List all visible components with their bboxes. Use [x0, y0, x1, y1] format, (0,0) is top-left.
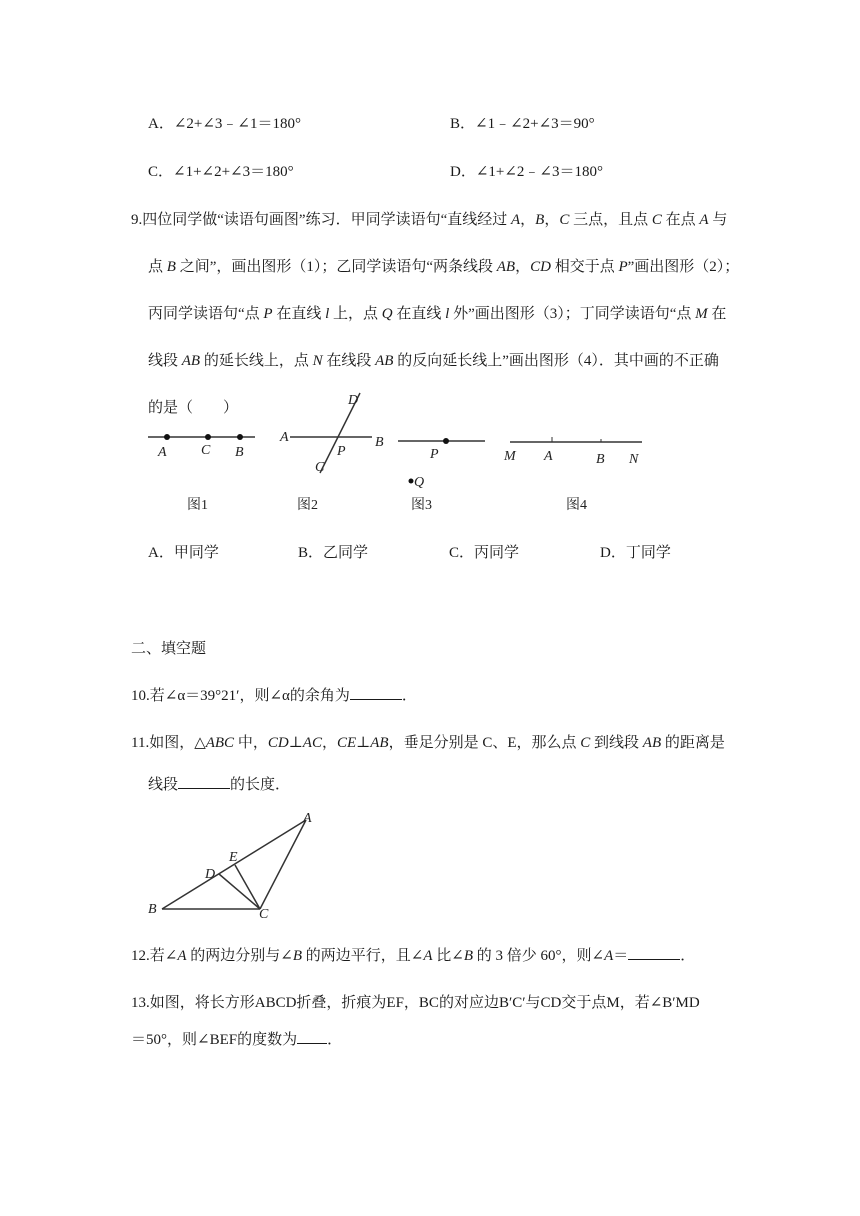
fig3-label-q: Q [414, 475, 425, 490]
q8-option-d: D．∠1+∠2﹣∠3＝180° [450, 164, 603, 180]
q11-label-d: D [205, 867, 216, 882]
q11-label-b: B [148, 902, 157, 917]
q11-label-a: A [303, 811, 312, 826]
fig4-caption: 图4 [566, 498, 587, 513]
q13-line-2 [131, 1028, 342, 1049]
fig1-label-b: B [235, 445, 244, 460]
q9-line-4: 线段 AB 的延长线上，点 N 在线段 AB 的反向延长线上”画出图形（4）．其中画的不正确 [148, 353, 719, 369]
q8-option-b: B．∠1﹣∠2+∠3＝90° [450, 116, 595, 132]
q13-line-2-text: ＝50°，则∠BEF的度数为 [131, 1032, 298, 1048]
fig1-point-a [164, 434, 170, 440]
q9-option-b: B．乙同学 [298, 545, 369, 561]
fig1-caption: 图1 [187, 498, 208, 513]
fig2-label-c: C [315, 460, 325, 475]
q11-line-2 [148, 773, 290, 794]
q10-text: 10.若∠α＝39°21′，则∠α的余角为 [131, 688, 350, 704]
fig2-label-a: A [280, 430, 289, 445]
q11-line-2-text: 线段 [148, 777, 179, 793]
q8-option-c: C．∠1+∠2+∠3＝180° [148, 164, 294, 180]
q13-period: ． [327, 1032, 343, 1048]
fig2-label-p: P [337, 444, 346, 459]
q13-line-1: 13.如图，将长方形ABCD折叠，折痕为EF，BC的对应边B′C′与CD交于点M，若∠B′MD [131, 995, 700, 1011]
fig4-label-n: N [629, 452, 639, 467]
fig2-caption: 图2 [297, 498, 318, 513]
q8-option-a: A．∠2+∠3﹣∠1＝180° [148, 116, 301, 132]
fig2-label-d: D [348, 393, 359, 408]
fig1-label-a: A [158, 445, 167, 460]
q10-period: ． [401, 688, 417, 704]
q9-option-a: A．甲同学 [148, 545, 219, 561]
q11-line-2-end: 的长度． [230, 777, 291, 793]
q11-line-1: 11.如图，△ABC 中，CD⊥AC，CE⊥AB，垂足分别是 C、E，那么点 C 到线段 AB 的距离是 [131, 735, 725, 751]
q12-period: ． [680, 948, 696, 964]
q10-answer-blank[interactable] [350, 685, 402, 700]
q13-answer-blank[interactable] [297, 1029, 327, 1044]
q11-triangle-figure [140, 805, 330, 925]
q9-line-1: 9.四位同学做“读语句画图”练习．甲同学读语句“直线经过 A，B，C 三点，且点 C 在点 A 与 [131, 212, 728, 228]
q12-answer-blank[interactable] [628, 945, 680, 960]
fig3-label-p: P [430, 447, 439, 462]
q9-line-5: 的是（ ） [148, 400, 239, 416]
fig3-point-p [443, 438, 449, 444]
q9-option-c: C．丙同学 [449, 545, 520, 561]
section-title: 二、填空题 [131, 641, 207, 657]
fig1-point-c [205, 434, 211, 440]
fig3-point-q [409, 479, 414, 484]
q11-answer-blank[interactable] [178, 774, 230, 789]
question-12: 12.若∠A 的两边分别与∠B 的两边平行，且∠A 比∠B 的 3 倍少 60°，则∠A＝ ． [131, 944, 695, 965]
q11-label-e: E [229, 850, 238, 865]
fig4-label-m: M [504, 449, 516, 464]
question-10 [131, 684, 417, 705]
q9-line-2: 点 B 之间”，画出图形（1）；乙同学读语句“两条线段 AB，CD 相交于点 P”画出图形（2）； [148, 259, 740, 275]
fig2-label-b: B [375, 435, 384, 450]
fig4-label-a: A [544, 449, 553, 464]
q9-option-d: D．丁同学 [600, 545, 671, 561]
fig1-point-b [237, 434, 243, 440]
q9-line-3: 丙同学读语句“点 P 在直线 l 上，点 Q 在直线 l 外”画出图形（3）；丁同学读语句“点 M 在 [148, 306, 727, 322]
q9-figures [140, 385, 660, 515]
q11-label-c: C [259, 907, 269, 922]
fig3-caption: 图3 [411, 498, 432, 513]
fig1-label-c: C [201, 443, 211, 458]
fig4-label-b: B [596, 452, 605, 467]
